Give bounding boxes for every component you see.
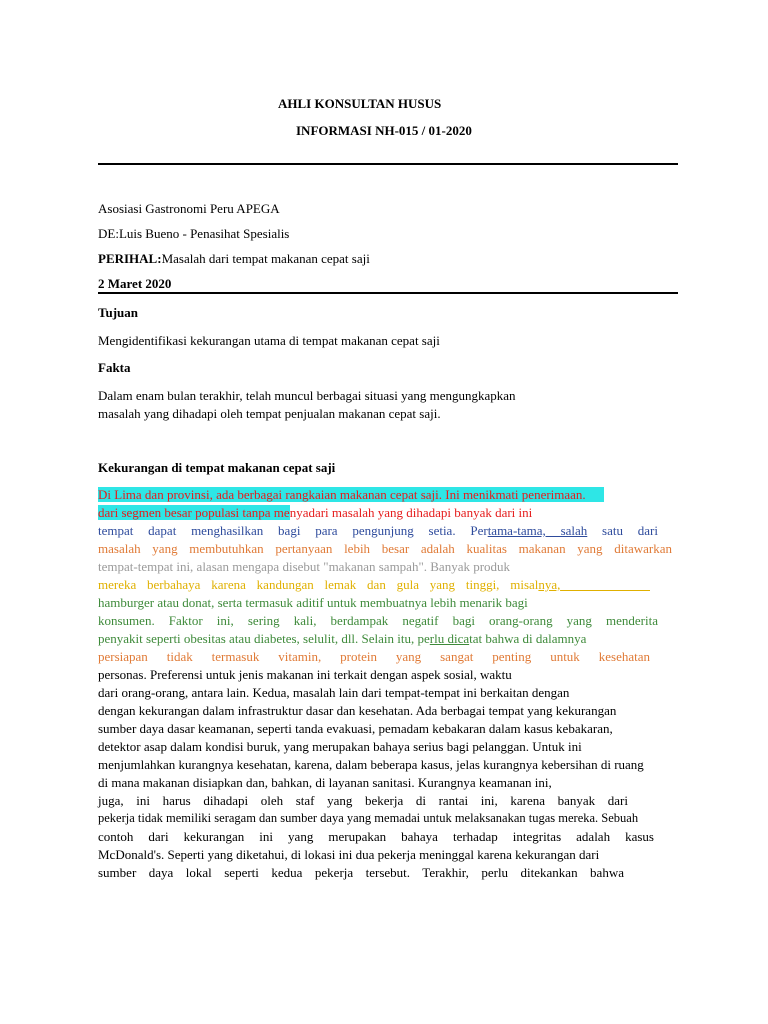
tujuan-heading: Tujuan bbox=[98, 305, 138, 320]
header-subtitle: INFORMASI NH-015 / 01-2020 bbox=[296, 123, 472, 138]
fakta-line-2: masalah yang dihadapi oleh tempat penjualan makanan cepat saji. bbox=[98, 406, 441, 421]
body-line-14: sumber daya dasar keamanan, seperti tanda evakuasi, pemadam kebakaran dalam kasus kebakaran, bbox=[98, 721, 613, 736]
date-line: 2 Maret 2020 bbox=[98, 276, 172, 291]
body-line-7: hamburger atau donat, serta termasuk aditif untuk membuatnya lebih menarik bagi bbox=[98, 595, 528, 610]
body-line-13: dengan kekurangan dalam infrastruktur dasar dan kesehatan. Ada berbagai tempat yang kekurangan bbox=[98, 703, 617, 718]
body-line-2: dari segmen besar populasi tanpa menyadari masalah yang dihadapi banyak dari ini bbox=[98, 505, 533, 520]
subject-line bbox=[98, 251, 370, 266]
body-line-12: dari orang-orang, antara lain. Kedua, masalah lain dari tempat-tempat ini berkaitan dengan bbox=[98, 685, 570, 700]
body-line-18: juga, ini harus dihadapi oleh staf yang bekerja di rantai ini, karena banyak dari bbox=[98, 793, 628, 808]
body-line-19: pekerja tidak memiliki seragam dan sumber daya yang memadai untuk melaksanakan tugas mereka. Sebuah bbox=[98, 811, 639, 825]
org-name: Asosiasi Gastronomi Peru APEGA bbox=[98, 201, 280, 216]
header-divider bbox=[98, 163, 678, 165]
subject-text: Masalah dari tempat makanan cepat saji bbox=[161, 251, 370, 266]
body-line-3: tempat dapat menghasilkan bagi para pengunjung setia. Pertama-tama, salah satu dari bbox=[98, 523, 658, 538]
meta-divider bbox=[98, 292, 678, 294]
from-line: DE:Luis Bueno - Penasihat Spesialis bbox=[98, 226, 290, 241]
body-line-22: sumber daya lokal seperti kedua pekerja tersebut. Terakhir, perlu ditekankan bahwa bbox=[98, 865, 624, 880]
body-line-6: mereka berbahaya karena kandungan lemak dan gula yang tinggi, misalnya, bbox=[98, 577, 561, 592]
body-line-20: contoh dari kekurangan ini yang merupakan bahaya terhadap integritas adalah kasus bbox=[98, 829, 654, 844]
subject-label: PERIHAL: bbox=[98, 251, 162, 266]
body-line-5: tempat-tempat ini, alasan mengapa disebut "makanan sampah". Banyak produk bbox=[98, 559, 511, 574]
body-line-21: McDonald's. Seperti yang diketahui, di lokasi ini dua pekerja meninggal karena kekurangan dari bbox=[98, 847, 600, 862]
fakta-line-1: Dalam enam bulan terakhir, telah muncul berbagai situasi yang mengungkapkan bbox=[98, 388, 516, 403]
body-line-17: di mana makanan disiapkan dan, bahkan, di layanan sanitasi. Kurangnya keamanan ini, bbox=[98, 775, 552, 790]
tujuan-text: Mengidentifikasi kekurangan utama di tempat makanan cepat saji bbox=[98, 333, 440, 348]
header-title: AHLI KONSULTAN HUSUS bbox=[278, 96, 442, 111]
body-line-16: menjumlahkan kurangnya kesehatan, karena, dalam beberapa kasus, jelas kurangnya kebersihan di ruang bbox=[98, 757, 644, 772]
kekurangan-heading: Kekurangan di tempat makanan cepat saji bbox=[98, 460, 336, 475]
body-line-9: penyakit seperti obesitas atau diabetes, selulit, dll. Selain itu, perlu dicatat bahwa di dalamnya bbox=[98, 631, 587, 646]
body-line-1: Di Lima dan provinsi, ada berbagai rangkaian makanan cepat saji. Ini menikmati penerimaan. bbox=[98, 487, 604, 502]
body-line-10: persiapan tidak termasuk vitamin, protein yang sangat penting untuk kesehatan bbox=[98, 649, 650, 664]
fakta-heading: Fakta bbox=[98, 360, 131, 375]
body-line-11: personas. Preferensi untuk jenis makanan ini terkait dengan aspek sosial, waktu bbox=[98, 667, 512, 682]
body-line-4: masalah yang membutuhkan pertanyaan lebih besar adalah kualitas makanan yang ditawarkan bbox=[98, 541, 672, 556]
body-line-15: detektor asap dalam kondisi buruk, yang merupakan bahaya serius bagi pelanggan. Untuk ini bbox=[98, 739, 582, 754]
body-line-8: konsumen. Faktor ini, sering kali, berdampak negatif bagi orang-orang yang menderita bbox=[98, 613, 658, 628]
